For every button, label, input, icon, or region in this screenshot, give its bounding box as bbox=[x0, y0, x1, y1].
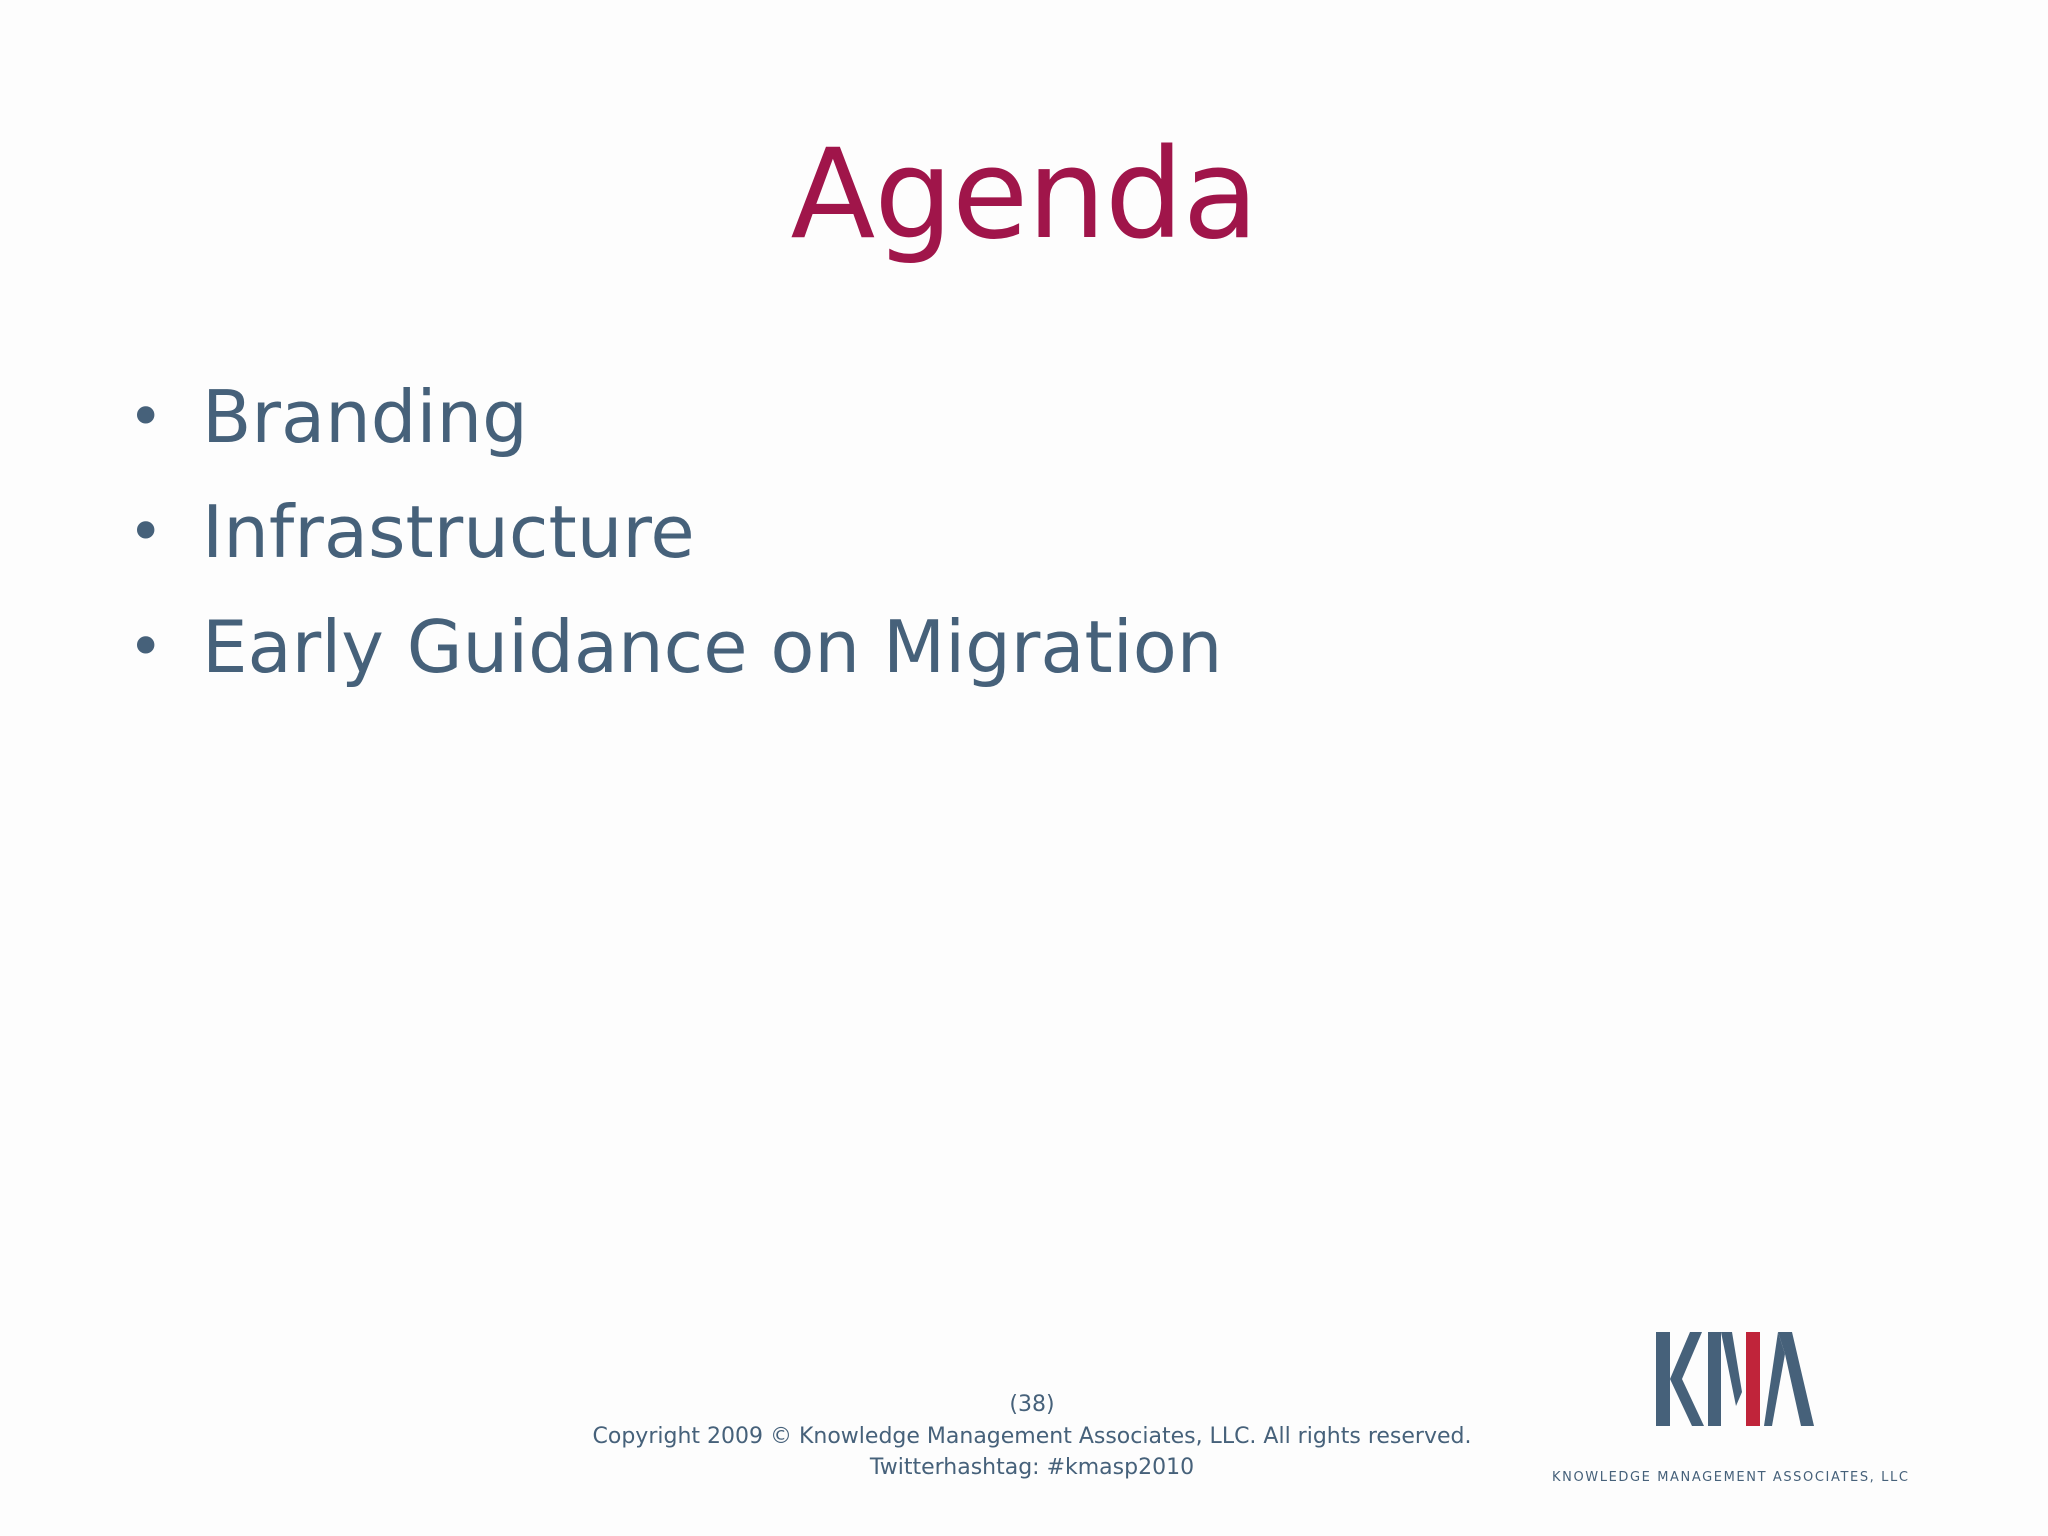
company-logo bbox=[1540, 1330, 1940, 1490]
bullet-icon: • bbox=[128, 497, 164, 567]
kma-logo-icon bbox=[1656, 1330, 1826, 1430]
bullet-text: Infrastructure bbox=[202, 490, 695, 574]
bullet-text: Early Guidance on Migration bbox=[202, 605, 1223, 689]
bullet-icon: • bbox=[128, 612, 164, 682]
page-number: (38) bbox=[1009, 1392, 1055, 1417]
bullet-text: Branding bbox=[202, 375, 528, 459]
twitter-hashtag: Twitterhashtag: #kmasp2010 bbox=[869, 1455, 1195, 1480]
logo-caption: KNOWLEDGE MANAGEMENT ASSOCIATES, LLC bbox=[1552, 1470, 1910, 1485]
bullet-icon: • bbox=[128, 382, 164, 452]
copyright-notice: Copyright 2009 © Knowledge Management Associates, LLC. All rights reserved. bbox=[592, 1424, 1472, 1449]
slide-title: Agenda bbox=[790, 123, 1258, 267]
